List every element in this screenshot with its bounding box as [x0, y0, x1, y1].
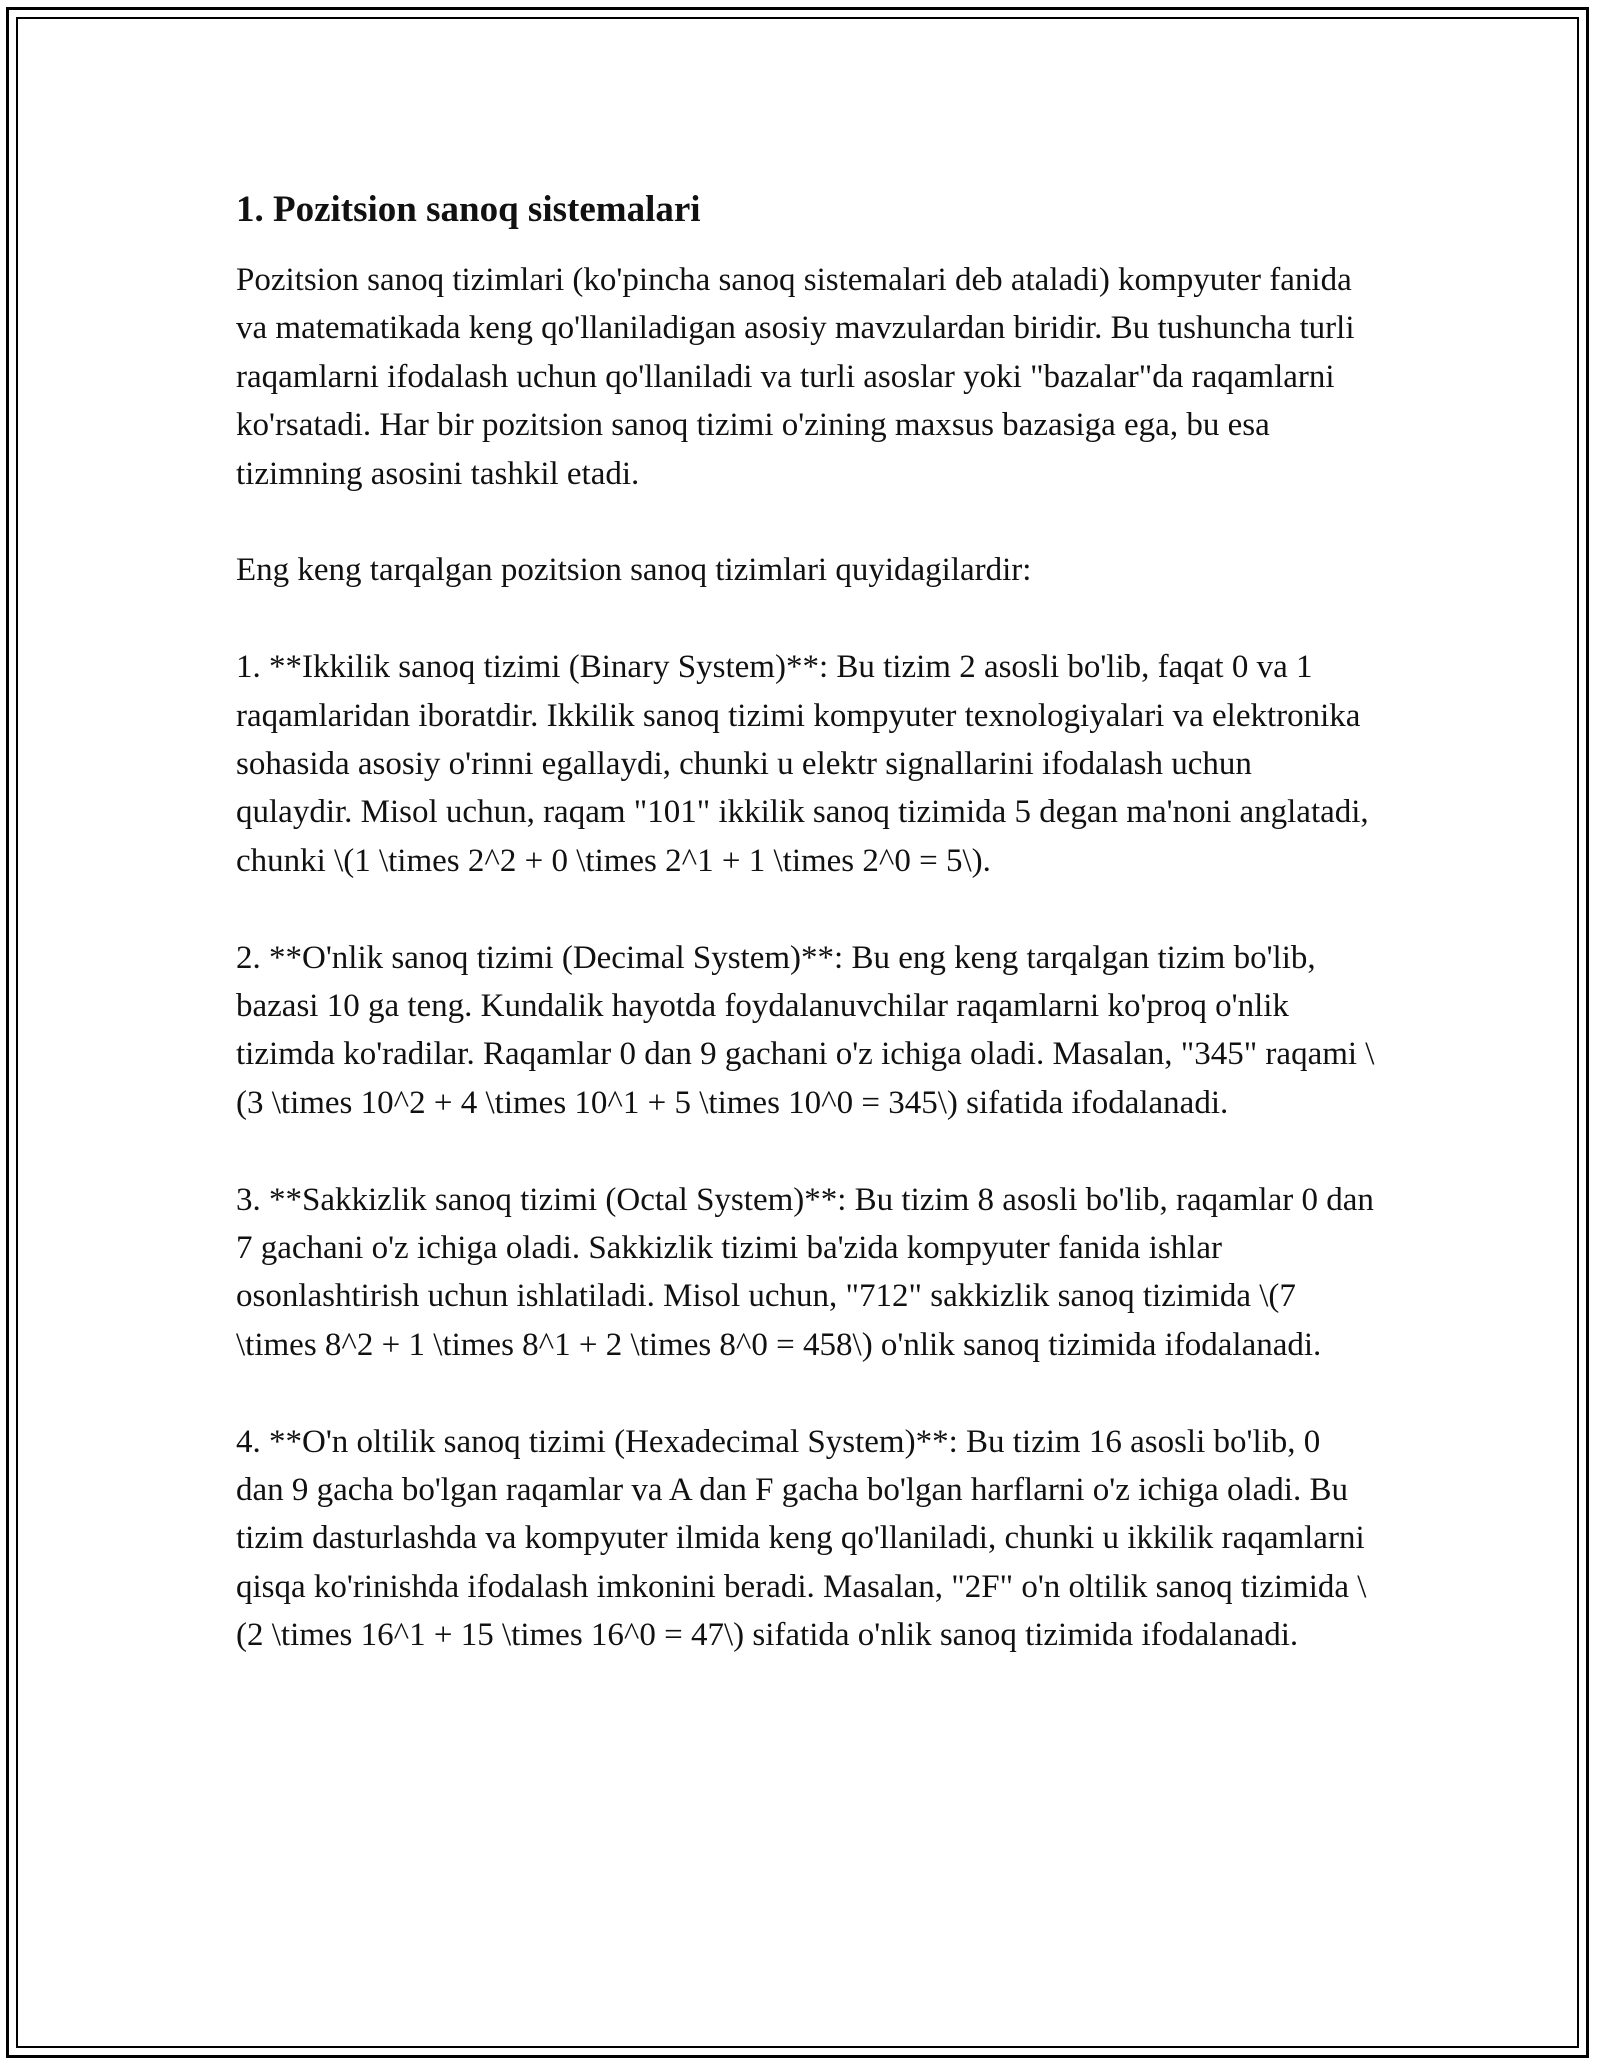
- list-item-binary: 1. **Ikkilik sanoq tizimi (Binary System)**: Bu tizim 2 asosli bo'lib, faqat 0 va 1 raqamlaridan iboratdir. Ikkilik sanoq tizimi kompyuter texnologiyalari va elektronika sohasida asosiy o'rinni egallaydi, chunki u elektr signallarini ifodalash uchun qulaydir. Misol uchun, raqam "101" ikkilik sanoq tizimida 5 degan ma'noni anglatadi, chunki \(1 \times 2^2 + 0 \times 2^1 + 1 \times 2^0 = 5\).: [236, 649, 1369, 879]
- list-item-hexadecimal: 4. **O'n oltilik sanoq tizimi (Hexadecimal System)**: Bu tizim 16 asosli bo'lib, 0 dan 9 gacha bo'lgan raqamlar va A dan F gacha bo'lgan harflarni o'z ichiga oladi. Bu tizim dasturlashda va kompyuter ilmida keng qo'llaniladi, chunki u ikkilik raqamlarni qisqa ko'rinishda ifodalash imkonini beradi. Masalan, "2F" o'n oltilik sanoq tizimida \(2 \times 16^1 + 15 \times 16^0 = 47\) sifatida o'nlik sanoq tizimida ifodalanadi.: [236, 1423, 1367, 1654]
- list-item-octal: 3. **Sakkizlik sanoq tizimi (Octal System)**: Bu tizim 8 asosli bo'lib, raqamlar 0 dan 7 gachani o'z ichiga oladi. Sakkizlik tizimi ba'zida kompyuter fanida ishlar osonlashtirish uchun ishlatiladi. Misol uchun, "712" sakkizlik sanoq tizimida \(7 \times 8^2 + 1 \times 8^1 + 2 \times 8^0 = 458\) o'nlik sanoq tizimida ifodalanadi.: [236, 1181, 1374, 1363]
- section-heading: 1. Pozitsion sanoq sistemalari: [236, 189, 701, 230]
- lead-paragraph: Eng keng tarqalgan pozitsion sanoq tizimlari quyidagilardir:: [236, 552, 1032, 589]
- document-body: [236, 188, 1376, 1660]
- intro-paragraph: Pozitsion sanoq tizimlari (ko'pincha sanoq sistemalari deb ataladi) kompyuter fanida va matematikada keng qo'llaniladigan asosiy mavzulardan biridir. Bu tushuncha turli raqamlarni ifodalash uchun qo'llaniladi va turli asoslar yoki "bazalar"da raqamlarni ko'rsatadi. Har bir pozitsion sanoq tizimi o'zining maxsus bazasiga ega, bu esa tizimning asosini tashkil etadi.: [236, 262, 1355, 492]
- list-item-decimal: 2. **O'nlik sanoq tizimi (Decimal System)**: Bu eng keng tarqalgan tizim bo'lib, bazasi 10 ga teng. Kundalik hayotda foydalanuvchilar raqamlarni ko'proq o'nlik tizimda ko'radilar. Raqamlar 0 dan 9 gachani o'z ichiga oladi. Masalan, "345" raqami \(3 \times 10^2 + 4 \times 10^1 + 5 \times 10^0 = 345\) sifatida ifodalanadi.: [236, 939, 1375, 1121]
